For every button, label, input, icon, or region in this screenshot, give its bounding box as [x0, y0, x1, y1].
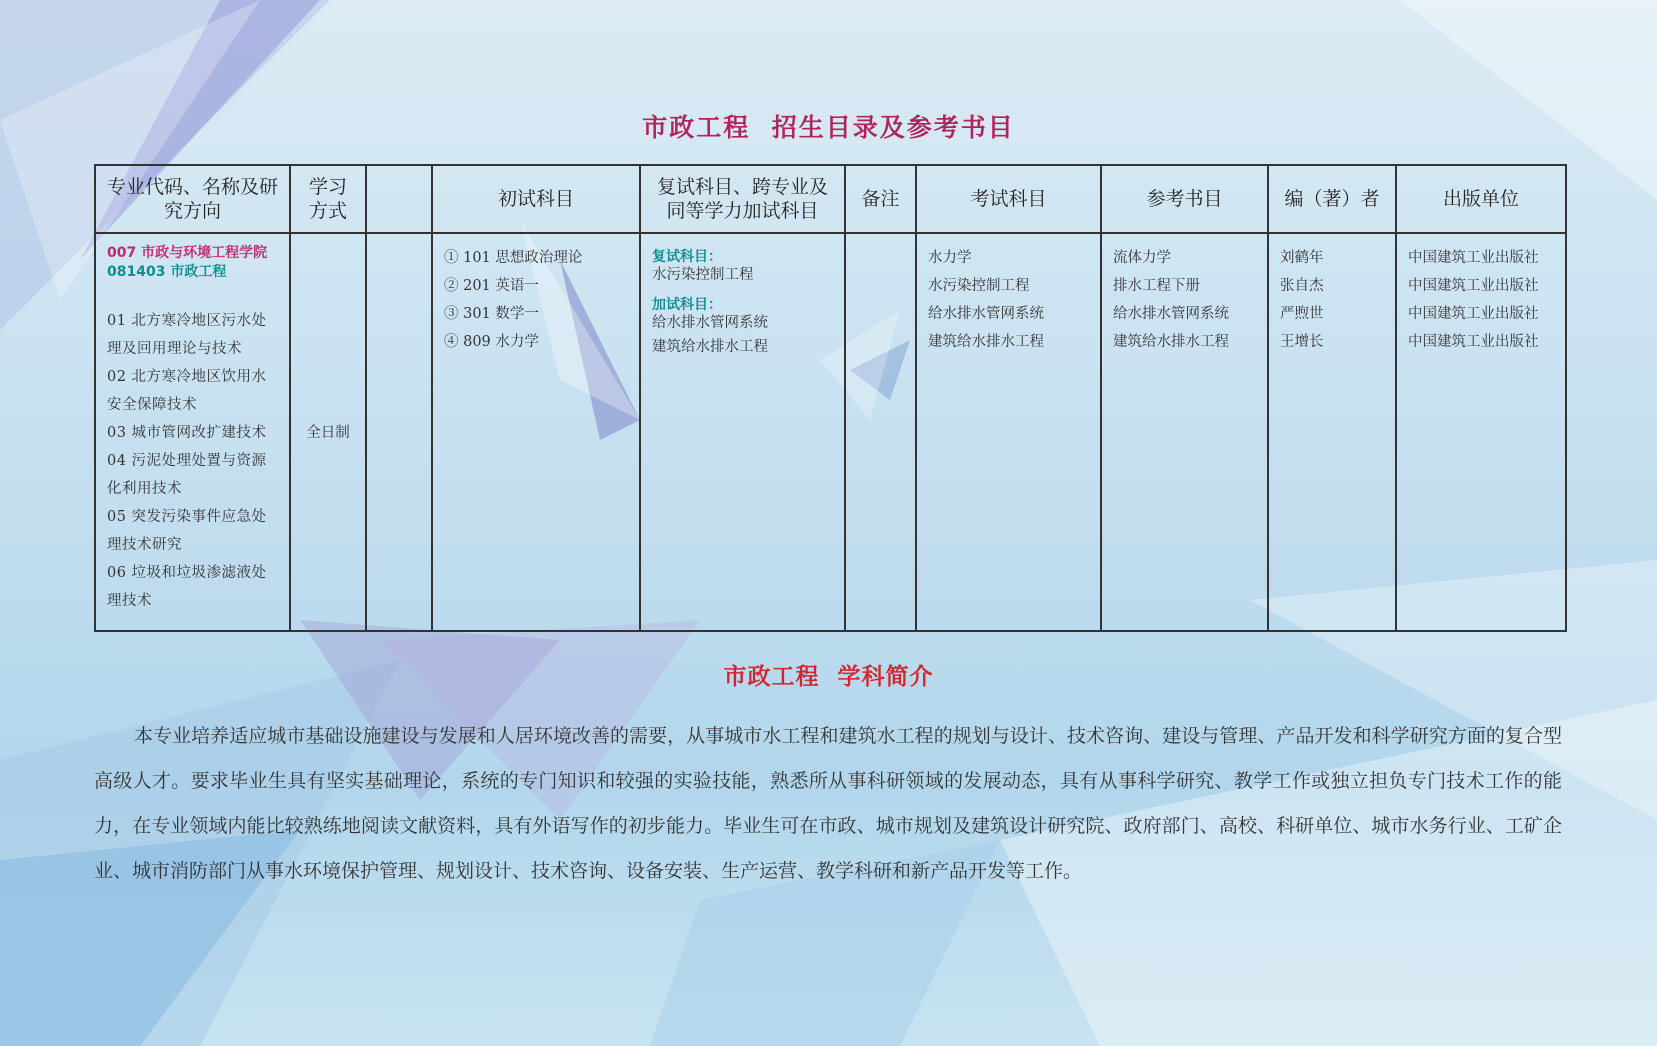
table-row: [95, 233, 1566, 631]
discipline-intro-text: 本专业培养适应城市基础设施建设与发展和人居环境改善的需要，从事城市水工程和建筑水工程的规划与设计、技术咨询、建设与管理、产品开发和科学研究方面的复合型高级人才。要求毕业生具有坚实基础理论，系统的专门知识和较强的实验技能，熟悉所从事科研领域的发展动态，具有从事科学研究、教学工作或独立担负专门技术工作的能力，在专业领域内能比较熟练地阅读文献资料，具有外语写作的初步能力。毕业生可在市政、城市规划及建筑设计研究院、政府部门、高校、科研单位、城市水务行业、工矿企业、城市消防部门从事水环境保护管理、规划设计、技术咨询、设备安装、生产运营、教学科研和新产品开发等工作。: [94, 725, 1562, 882]
publisher: 中国建筑工业出版社: [1408, 278, 1539, 294]
header-ref-books: 参考书目: [1101, 165, 1268, 233]
header-remarks: 备注: [845, 165, 916, 233]
prelim-subject: ① 101 思想政治理论: [444, 250, 583, 266]
extra-subject: 给水排水管网系统: [652, 315, 768, 331]
publishers-cell: [1396, 233, 1566, 631]
prelim-subject: ④ 809 水力学: [444, 334, 539, 350]
publisher: 中国建筑工业出版社: [1408, 250, 1539, 266]
prelim-subject: ③ 301 数学一: [444, 306, 539, 322]
prelim-subjects-cell: [432, 233, 640, 631]
publisher: 中国建筑工业出版社: [1408, 334, 1539, 350]
header-blank: [366, 165, 432, 233]
admission-catalog-table: [94, 164, 1567, 632]
study-mode-cell: 全日制: [290, 233, 366, 631]
author: 刘鹤年: [1280, 250, 1324, 266]
ref-book: 建筑给水排水工程: [1113, 334, 1229, 350]
exam-subject: 给水排水管网系统: [928, 306, 1044, 322]
retest-label: 复试科目：: [652, 249, 722, 265]
research-directions-list: [107, 307, 281, 615]
list-item: 01 北方寒冷地区污水处理及回用理论与技术: [107, 313, 267, 357]
exam-subject: 建筑给水排水工程: [928, 334, 1044, 350]
major-name: 081403 市政工程: [107, 264, 227, 280]
exam-subjects-cell: [916, 233, 1101, 631]
list-item: 03 城市管网改扩建技术: [107, 425, 267, 441]
publisher: 中国建筑工业出版社: [1408, 306, 1539, 322]
college-name: 007 市政与环境工程学院: [107, 245, 268, 261]
author: 王增长: [1280, 334, 1324, 350]
list-item: 05 突发污染事件应急处理技术研究: [107, 509, 267, 553]
ref-book: 流体力学: [1113, 250, 1171, 266]
table-header-row: [95, 165, 1566, 233]
authors-cell: [1268, 233, 1396, 631]
header-study-mode: 学习方式: [290, 165, 366, 233]
ref-book: 排水工程下册: [1113, 278, 1200, 294]
exam-subject: 水污染控制工程: [928, 278, 1030, 294]
extra-subjects-label: 加试科目：: [652, 297, 722, 313]
header-major: 专业代码、名称及研究方向: [95, 165, 290, 233]
ref-books-cell: [1101, 233, 1268, 631]
header-prelim-subjects: 初试科目: [432, 165, 640, 233]
prelim-subject: ② 201 英语一: [444, 278, 539, 294]
catalog-title: 市政工程 招生目录及参考书目: [642, 113, 1015, 142]
header-retest-subjects: 复试科目、跨专业及同等学力加试科目: [640, 165, 845, 233]
retest-subjects-cell: [640, 233, 845, 631]
list-item: 06 垃圾和垃圾渗滤液处理技术: [107, 565, 267, 609]
header-authors: 编（著）者: [1268, 165, 1396, 233]
author: 严煦世: [1280, 306, 1324, 322]
major-cell: [95, 233, 290, 631]
discipline-intro-title: 市政工程 学科简介: [723, 663, 934, 690]
list-item: 04 污泥处理处置与资源化利用技术: [107, 453, 267, 497]
header-exam-subject: 考试科目: [916, 165, 1101, 233]
remarks-cell: [845, 233, 916, 631]
retest-subject: 水污染控制工程: [652, 267, 754, 283]
header-publisher: 出版单位: [1396, 165, 1566, 233]
exam-subject: 水力学: [928, 250, 972, 266]
blank-cell: [366, 233, 432, 631]
ref-book: 给水排水管网系统: [1113, 306, 1229, 322]
list-item: 02 北方寒冷地区饮用水安全保障技术: [107, 369, 267, 413]
author: 张自杰: [1280, 278, 1324, 294]
extra-subject: 建筑给水排水工程: [652, 339, 768, 355]
